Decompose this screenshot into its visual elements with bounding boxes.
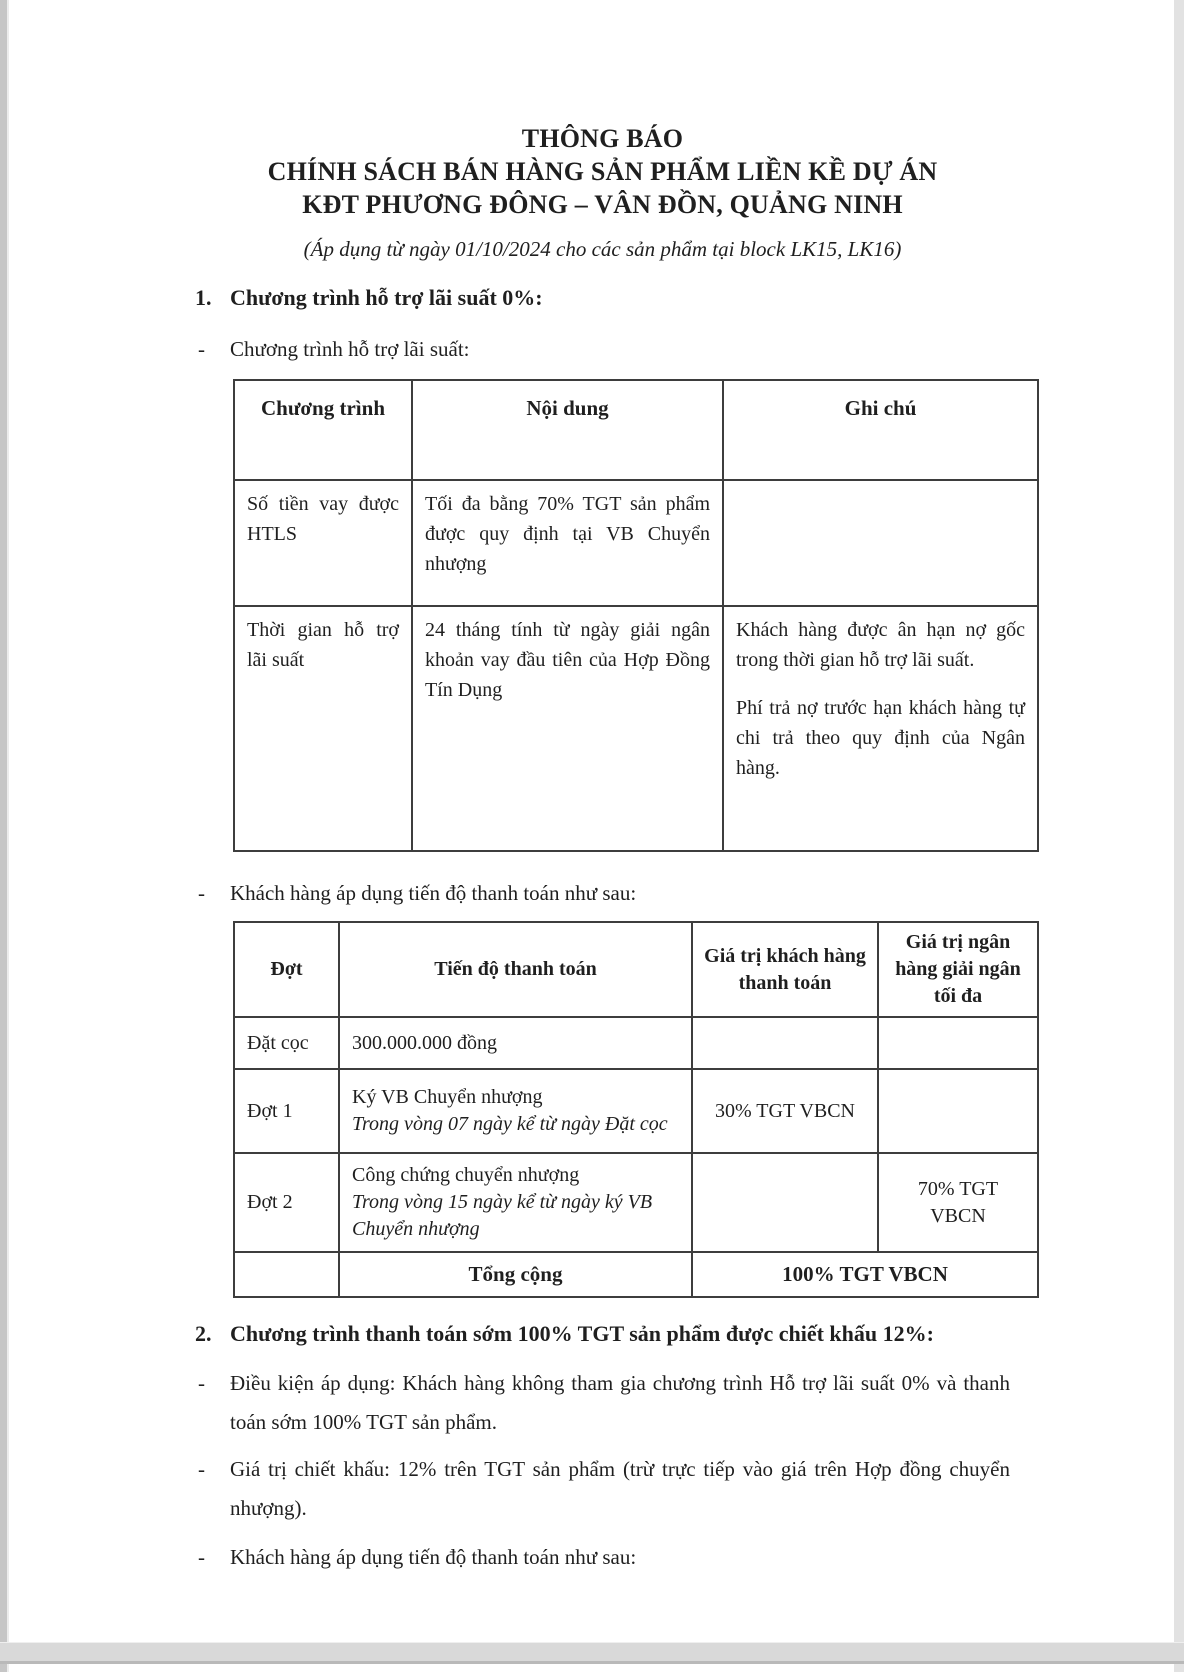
stage-2-customer-value-cell	[692, 1153, 878, 1252]
interest-support-table	[233, 379, 1039, 852]
interest-table-row-support-period	[234, 606, 1038, 851]
bullet-dash: -	[198, 1545, 205, 1569]
section-1-heading	[195, 284, 1010, 312]
bullet-payment-schedule	[195, 874, 1010, 913]
loan-amount-note-cell	[723, 480, 1038, 606]
schedule-header-bank-value: Giá trị ngân hàng giải ngân tối đa	[878, 922, 1038, 1017]
stage-1-schedule-cell	[339, 1069, 692, 1153]
deposit-customer-value-cell	[692, 1017, 878, 1069]
bullet-condition-text: Điều kiện áp dụng: Khách hàng không tham gia chương trình Hỗ trợ lãi suất 0% và thanh toán sớm 100% TGT sản phẩm.	[230, 1371, 1010, 1434]
schedule-header-customer-value: Giá trị khách hàng thanh toán	[692, 922, 878, 1017]
bullet-payment-schedule-2-text: Khách hàng áp dụng tiến độ thanh toán như sau:	[230, 1545, 637, 1569]
schedule-row-stage-1	[234, 1069, 1038, 1153]
support-period-content-cell: 24 tháng tính từ ngày giải ngân khoản vay đầu tiên của Hợp Đồng Tín Dụng	[412, 606, 723, 851]
interest-header-note: Ghi chú	[723, 380, 1038, 480]
schedule-header-stage: Đợt	[234, 922, 339, 1017]
section-2-number: 2.	[195, 1321, 212, 1346]
note-grace-period: Khách hàng được ân hạn nợ gốc trong thời gian hỗ trợ lãi suất.	[736, 619, 1025, 671]
bullet-dash: -	[198, 1457, 205, 1481]
title-line-policy: CHÍNH SÁCH BÁN HÀNG SẢN PHẨM LIỀN KỀ DỰ ÁN	[267, 157, 938, 186]
total-empty-cell	[234, 1252, 339, 1297]
title-line-announcement: THÔNG BÁO	[521, 124, 684, 153]
deposit-amount: 300.000.000 đồng	[352, 1031, 497, 1054]
stage-2-schedule-deadline: Trong vòng 15 ngày kể từ ngày ký VB Chuyển nhượng	[352, 1191, 653, 1240]
schedule-row-deposit	[234, 1017, 1038, 1069]
stage-2-schedule-cell	[339, 1153, 692, 1252]
section-1-title: Chương trình hỗ trợ lãi suất 0%:	[230, 285, 543, 310]
bullet-discount-value-text: Giá trị chiết khấu: 12% trên TGT sản phẩm (trừ trực tiếp vào giá trên Hợp đồng chuyển nhượng).	[230, 1457, 1010, 1520]
schedule-header-row	[234, 922, 1038, 1017]
stage-1-bank-value-cell	[878, 1069, 1038, 1153]
bullet-dash: -	[198, 881, 205, 905]
loan-amount-content-cell: Tối đa bằng 70% TGT sản phẩm được quy định tại VB Chuyển nhượng	[412, 480, 723, 606]
stage-1-cell: Đợt 1	[234, 1069, 339, 1153]
interest-header-content: Nội dung	[412, 380, 723, 480]
note-prepayment-fee: Phí trả nợ trước hạn khách hàng tự chi trả theo quy định của Ngân hàng.	[736, 697, 1025, 779]
interest-table-header-row	[234, 380, 1038, 480]
section-2-heading	[195, 1320, 1010, 1348]
support-period-program-cell: Thời gian hỗ trợ lãi suất	[234, 606, 412, 851]
stage-1-schedule-deadline: Trong vòng 07 ngày kể từ ngày Đặt cọc	[352, 1113, 668, 1135]
stage-1-customer-value-cell: 30% TGT VBCN	[692, 1069, 878, 1153]
bullet-payment-schedule-text: Khách hàng áp dụng tiến độ thanh toán như sau:	[230, 881, 637, 905]
payment-schedule-table	[233, 921, 1039, 1298]
section-2-title: Chương trình thanh toán sớm 100% TGT sản phẩm được chiết khấu 12%:	[230, 1321, 934, 1346]
page-break-bar	[0, 1642, 1184, 1664]
total-value-cell: 100% TGT VBCN	[692, 1252, 1038, 1297]
page-right-edge	[1174, 0, 1184, 1672]
bullet-dash: -	[198, 1371, 205, 1395]
deposit-stage-cell: Đặt cọc	[234, 1017, 339, 1069]
bullet-condition	[195, 1364, 1010, 1442]
page-left-edge	[0, 0, 9, 1672]
interest-table-row-loan-amount	[234, 480, 1038, 606]
stage-2-schedule-main: Công chứng chuyển nhượng	[352, 1164, 580, 1186]
bullet-payment-schedule-2	[195, 1538, 1010, 1577]
applicability-note: (Áp dụng từ ngày 01/10/2024 cho các sản phẩm tại block LK15, LK16)	[303, 237, 902, 261]
title-line-project: KĐT PHƯƠNG ĐÔNG – VÂN ĐỒN, QUẢNG NINH	[302, 190, 903, 219]
document-content	[195, 122, 1037, 1577]
document-title	[195, 122, 1010, 221]
loan-amount-program-cell: Số tiền vay được HTLS	[234, 480, 412, 606]
total-label-cell: Tổng cộng	[339, 1252, 692, 1297]
deposit-schedule-cell	[339, 1017, 692, 1069]
bullet-dash: -	[198, 337, 205, 361]
schedule-row-total	[234, 1252, 1038, 1297]
schedule-row-stage-2	[234, 1153, 1038, 1252]
stage-2-bank-value-cell: 70% TGT VBCN	[878, 1153, 1038, 1252]
interest-header-program: Chương trình	[234, 380, 412, 480]
section-1-number: 1.	[195, 285, 212, 310]
stage-2-cell: Đợt 2	[234, 1153, 339, 1252]
support-period-note-cell	[723, 606, 1038, 851]
stage-1-schedule-main: Ký VB Chuyển nhượng	[352, 1086, 543, 1108]
deposit-bank-value-cell	[878, 1017, 1038, 1069]
bullet-interest-program	[195, 330, 1010, 369]
schedule-header-progress: Tiến độ thanh toán	[339, 922, 692, 1017]
bullet-interest-program-text: Chương trình hỗ trợ lãi suất:	[230, 337, 470, 361]
bullet-discount-value	[195, 1450, 1010, 1528]
